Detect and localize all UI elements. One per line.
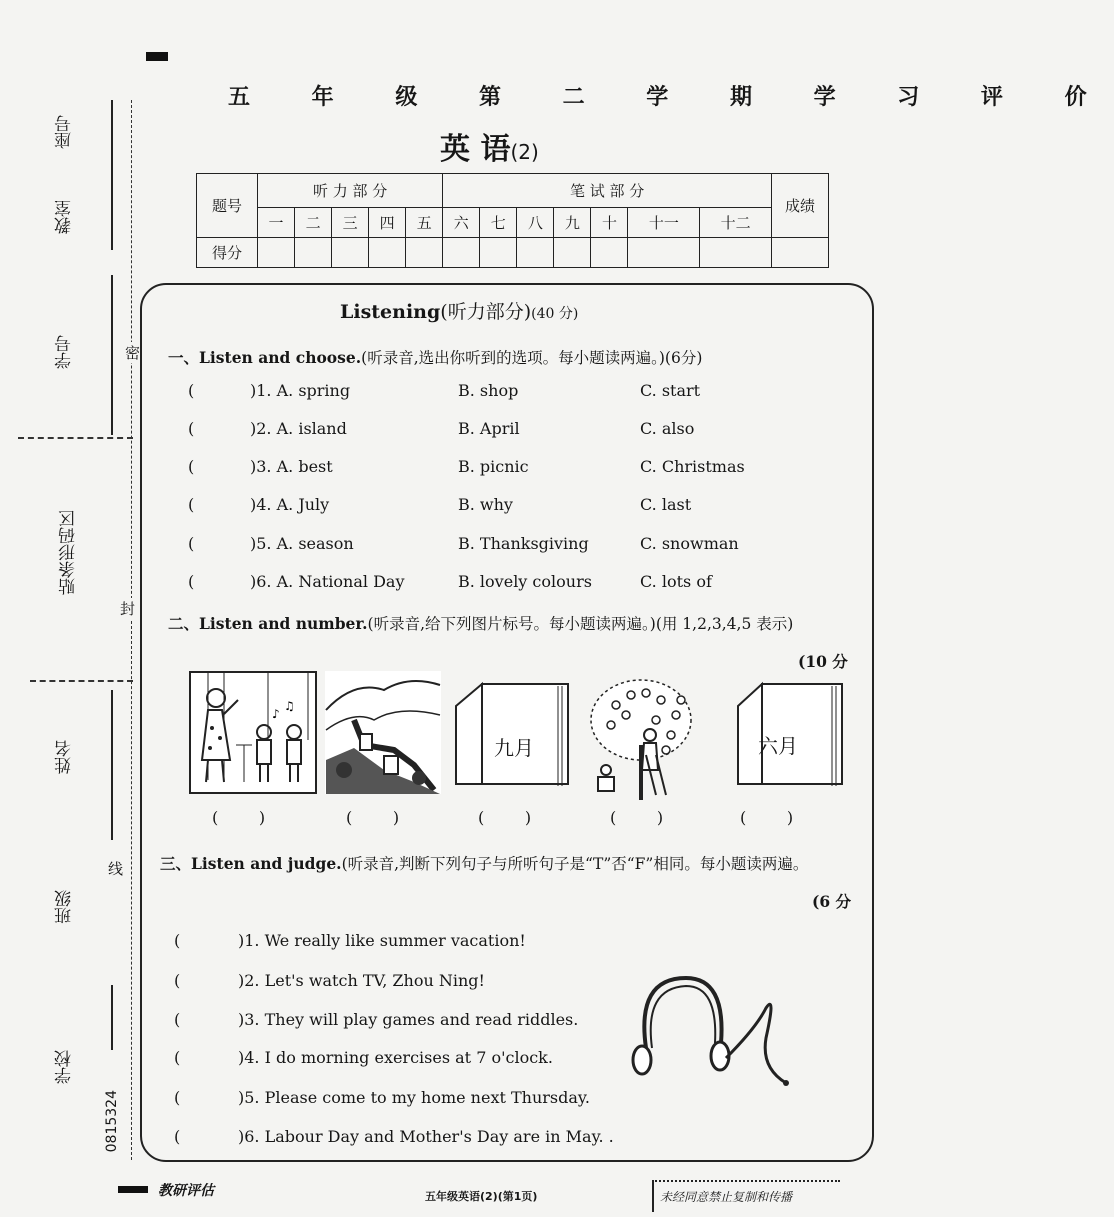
class-label: 班级 <box>55 890 75 924</box>
registration-mark-top <box>146 52 168 61</box>
question-number-cell: 六 <box>443 208 480 238</box>
score-table <box>196 173 829 268</box>
footer-left: 教研评估 <box>158 1183 214 1199</box>
question-number-cell: 十 <box>591 208 628 238</box>
exam-title: 五 年 级 第 二 学 期 学 习 评 价 <box>228 85 1114 110</box>
total-score-cell[interactable] <box>772 238 829 268</box>
listening-points: (40 分) <box>531 306 579 322</box>
subject-name: 英 语 <box>440 132 511 167</box>
question-number-cell: 一 <box>258 208 295 238</box>
part3-answer-bracket[interactable]: ( <box>174 931 181 950</box>
question-number-cell: 三 <box>332 208 369 238</box>
part1-option-c: C. start <box>640 381 701 400</box>
part2-heading <box>168 612 793 634</box>
listening-part-label: 听 力 部 分 <box>258 174 443 208</box>
part1-answer-bracket[interactable]: ( <box>188 381 195 400</box>
part3-sentence: )5. Please come to my home next Thursday. <box>238 1088 590 1107</box>
footer-center: 五年级英语(2)(第1页) <box>425 1190 538 1203</box>
school-label: 学校 <box>55 1050 75 1084</box>
part3-answer-bracket[interactable]: ( <box>174 971 181 990</box>
barcode-area-label: 贴条形码区 <box>59 510 79 595</box>
part1-answer-bracket[interactable]: ( <box>188 572 195 591</box>
part1-option-b: B. Thanksgiving <box>458 534 589 553</box>
score-cell[interactable] <box>406 238 443 268</box>
part1-option-c: C. snowman <box>640 534 739 553</box>
part2-answer-1[interactable]: ( ) <box>212 808 266 827</box>
part1-answer-bracket[interactable]: ( <box>188 495 195 514</box>
part1-option-a: )6. A. National Day <box>250 572 405 591</box>
question-number-cell: 四 <box>369 208 406 238</box>
part3-answer-bracket[interactable]: ( <box>174 1010 181 1029</box>
part1-option-a: )4. A. July <box>250 495 330 514</box>
part3-sentence: )6. Labour Day and Mother's Day are in May. . <box>238 1127 614 1146</box>
score-cell[interactable] <box>480 238 517 268</box>
seal-xian: 线 <box>108 860 124 878</box>
part3-answer-bracket[interactable]: ( <box>174 1048 181 1067</box>
part1-option-c: C. Christmas <box>640 457 745 476</box>
score-cell[interactable] <box>700 238 772 268</box>
part1-option-c: C. last <box>640 495 692 514</box>
part1-option-a: )5. A. season <box>250 534 354 553</box>
part1-option-c: C. also <box>640 419 695 438</box>
sidebar-line-4 <box>111 985 113 1050</box>
barcode-top-dash <box>18 437 133 439</box>
name-label: 姓名 <box>55 740 75 774</box>
svg-text:♫: ♫ <box>284 699 295 713</box>
part1-instructions: (听录音,选出你听到的选项。每小题读两遍。)(6分) <box>361 349 703 367</box>
september-calendar-text: 九月 <box>494 736 534 760</box>
score-cell[interactable] <box>517 238 554 268</box>
part3-sentence: )2. Let's watch TV, Zhou Ning! <box>238 971 485 990</box>
total-score-label: 成绩 <box>772 174 829 238</box>
part1-option-b: B. shop <box>458 381 519 400</box>
part3-sentence: )4. I do morning exercises at 7 o'clock. <box>238 1048 553 1067</box>
music-class-picture <box>188 670 318 795</box>
svg-text:♪: ♪ <box>272 707 280 721</box>
question-number-cell: 十一 <box>628 208 700 238</box>
part3-number: 三、 <box>160 854 192 873</box>
seal-feng: 封 <box>120 600 136 618</box>
score-cell[interactable] <box>332 238 369 268</box>
part1-option-b: B. why <box>458 495 513 514</box>
classroom-label: 教室 <box>55 200 75 234</box>
serial-number: 0815324 <box>104 1090 120 1153</box>
question-number-cell: 九 <box>554 208 591 238</box>
part3-sentence: )1. We really like summer vacation! <box>238 931 526 950</box>
part1-option-b: B. picnic <box>458 457 529 476</box>
part2-answer-5[interactable]: ( ) <box>740 808 794 827</box>
part2-answer-4[interactable]: ( ) <box>610 808 664 827</box>
volume-number: (2) <box>510 140 539 164</box>
part3-heading <box>160 852 808 874</box>
part1-answer-bracket[interactable]: ( <box>188 419 195 438</box>
part3-points: (6 分 <box>812 892 852 911</box>
part1-option-a: )1. A. spring <box>250 381 351 400</box>
part2-points: (10 分 <box>798 652 848 671</box>
part3-sentence: )3. They will play games and read riddles. <box>238 1010 579 1029</box>
part3-instructions: (听录音,判断下列句子与所听句子是“T”否“F”相同。每小题读两遍。 <box>341 855 809 873</box>
part2-number: 二、 <box>168 614 200 633</box>
writing-part-label: 笔 试 部 分 <box>443 174 772 208</box>
score-cell[interactable] <box>554 238 591 268</box>
question-number-cell: 五 <box>406 208 443 238</box>
part2-instructions: (听录音,给下列图片标号。每小题读两遍。)(用 1,2,3,4,5 表示) <box>367 615 794 633</box>
part1-option-a: )2. A. island <box>250 419 347 438</box>
part3-answer-bracket[interactable]: ( <box>174 1127 181 1146</box>
score-cell[interactable] <box>295 238 332 268</box>
question-number-label: 题号 <box>197 174 258 238</box>
listening-title <box>340 297 578 324</box>
score-cell[interactable] <box>258 238 295 268</box>
listening-title-cn: (听力部分) <box>440 301 532 323</box>
student-number-label: 学号 <box>55 335 75 369</box>
seat-label: 座号 <box>55 115 75 149</box>
barcode-bottom-dash <box>30 680 133 682</box>
headphones-picture <box>626 968 796 1098</box>
part1-answer-bracket[interactable]: ( <box>188 457 195 476</box>
part1-title-en: Listen and choose. <box>199 348 362 367</box>
part3-title-en: Listen and judge. <box>191 854 342 873</box>
part1-option-a: )3. A. best <box>250 457 333 476</box>
question-number-cell: 七 <box>480 208 517 238</box>
great-wall-picture <box>324 670 442 795</box>
apple-picking-picture <box>586 675 696 800</box>
listening-title-en: Listening <box>340 301 441 323</box>
part1-option-c: C. lots of <box>640 572 712 591</box>
question-number-cell: 八 <box>517 208 554 238</box>
score-cell[interactable] <box>443 238 480 268</box>
sidebar-line-1 <box>111 100 113 250</box>
part1-option-b: B. lovely colours <box>458 572 592 591</box>
part2-answer-2[interactable]: ( ) <box>346 808 400 827</box>
part3-answer-bracket[interactable]: ( <box>174 1088 181 1107</box>
question-number-cell: 二 <box>295 208 332 238</box>
part1-heading <box>168 346 702 368</box>
sidebar-line-3 <box>111 690 113 840</box>
score-cell[interactable] <box>628 238 700 268</box>
footer-right: 未经同意禁止复制和传播 <box>660 1190 793 1204</box>
part1-number: 一、 <box>168 348 200 367</box>
part2-answer-3[interactable]: ( ) <box>478 808 532 827</box>
score-cell[interactable] <box>369 238 406 268</box>
sidebar-line-2 <box>111 275 113 435</box>
score-cell[interactable] <box>591 238 628 268</box>
question-number-cell: 十二 <box>700 208 772 238</box>
seal-mi: 密 <box>125 344 141 362</box>
part1-option-b: B. April <box>458 419 520 438</box>
subject-title <box>440 124 539 168</box>
june-calendar-text: 六月 <box>758 734 798 758</box>
sidebar-dash-1 <box>131 100 132 1160</box>
part2-title-en: Listen and number. <box>199 614 368 633</box>
registration-mark-bottom <box>118 1186 148 1193</box>
part1-answer-bracket[interactable]: ( <box>188 534 195 553</box>
score-row-label: 得分 <box>197 238 258 268</box>
